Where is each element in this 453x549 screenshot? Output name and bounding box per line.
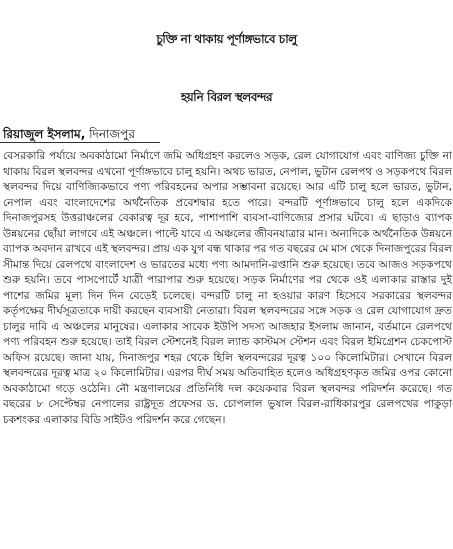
headline-line-1: চুক্তি না থাকায় পূর্ণাঙ্গভাবে চালু [156,32,297,46]
article-body: বেসরকারি পর্যায়ে অবকাঠামো নির্মাণে জমি অধিগ্রহণ করলেও সড়ক, রেল যোগাযোগ এবং বাণিজ্য চুক্তি না থাকায় বিরল স্থলবন্দর এখনো পূর্ণাঙ্গভাবে চালু হয়নি। অথচ ভারত, নেপাল, ভুটান রেলপথ ও সড়কপথে বিরল স্থলবন্দর দিয়ে বাণিজ্যিকভাবে পণ্য পরিবহনের অপার সম্ভাবনা রয়েছে। আর এটি চালু হলে ভারত, ভুটান, নেপাল এবং বাংলাদেশের অর্থনৈতিক প্রবেশদ্বার হতে পারে। বন্দরটি পূর্ণাঙ্গভাবে চালু হলে একদিকে দিনাজপুরসহ উত্তরাঞ্চলের বেকারত্ব দূর হবে, পাশাপাশি ব্যবসা-বাণিজ্যের প্রসার ঘটবে। এ ছাড়াও ব্যাপক উন্নয়নের ছোঁয়া লাগবে এই অঞ্চলে। পাল্টে যাবে এ অঞ্চলের জীবনযাত্রার মান। অন্যদিকে অর্থনৈতিক উন্নয়নে ব্যাপক অবদান রাখবে এই স্থলবন্দর। প্রায় এক যুগ বন্ধ থাকার পর গত বছরের মে মাস থেকে দিনাজপুরের বিরল সীমান্ত দিয়ে রেলপথে বাংলাদেশ ও ভারতের মধ্যে পণ্য আমদানি-রপ্তানি শুরু হয়েছে। তবে আজও সড়কপথে শুরু হয়নি। তবে পাসপোর্টে যাত্রী পারাপার শুরু হয়েছে। সড়ক নির্মাণের পর থেকে ওই এলাকার রাস্তার দুই পাশের জমির মূল্য দিন দিন বেড়েই চলেছে। বন্দরটি চালু না হওয়ার কারণ হিসেবে সরকারের স্থলবন্দর কর্তৃপক্ষের দীর্ঘসূত্রতাকে দায়ী করছেন ব্যবসায়ী নেতারা। বিরল স্থলবন্দরের সঙ্গে সড়ক ও রেল যোগাযোগ দ্রুত চালুর দাবি এ অঞ্চলের মানুষের। এলাকার সাবেক ইউপি সদস্য আজহার ইসলাম জানান, বর্তমানে রেলপথে পণ্য পরিবহন শুরু হয়েছে। তাই বিরল স্টেশনেই বিরল ল্যান্ড কাস্টমস স্টেশন এবং বিরল ইমিগ্রেশন চেকপোস্ট অফিস রয়েছে। জানা যায়, দিনাজপুর শহর থেকে হিলি স্থলবন্দরের দূরত্ব ১০০ কিলোমিটার। সেখানে বিরল স্থলবন্দরের দূরত্ব মাত্র ২০ কিলোমিটার। এরপর দীর্ঘ সময় অতিবাহিত হলেও অধিগ্রহণকৃত জমির ওপর কোনো অবকাঠামো গড়ে ওঠেনি। নৌ মন্ত্রণালয়ের প্রতিনিধি দল কয়েকবার বিরল স্থলবন্দর পরিদর্শন করেছে। গত বছরের ৮ সেপ্টেম্বর নেপালের রাষ্ট্রদূত প্রফেসর ড. চোপলাল ভুষাল বিরল-রাধিকারপুর রেলপথের পাকুড়া চকশংকর এলাকার বিডি সাইটও পরিদর্শন করে গেছেন। [3,150,452,426]
dateline-location: দিনাজপুর [89,127,135,141]
byline-underline [0,142,160,143]
headline-line-2: হয়নি বিরল স্থলবন্দর [180,90,273,104]
byline [3,126,135,142]
reporter-name: রিয়াজুল ইসলাম, [3,127,86,141]
